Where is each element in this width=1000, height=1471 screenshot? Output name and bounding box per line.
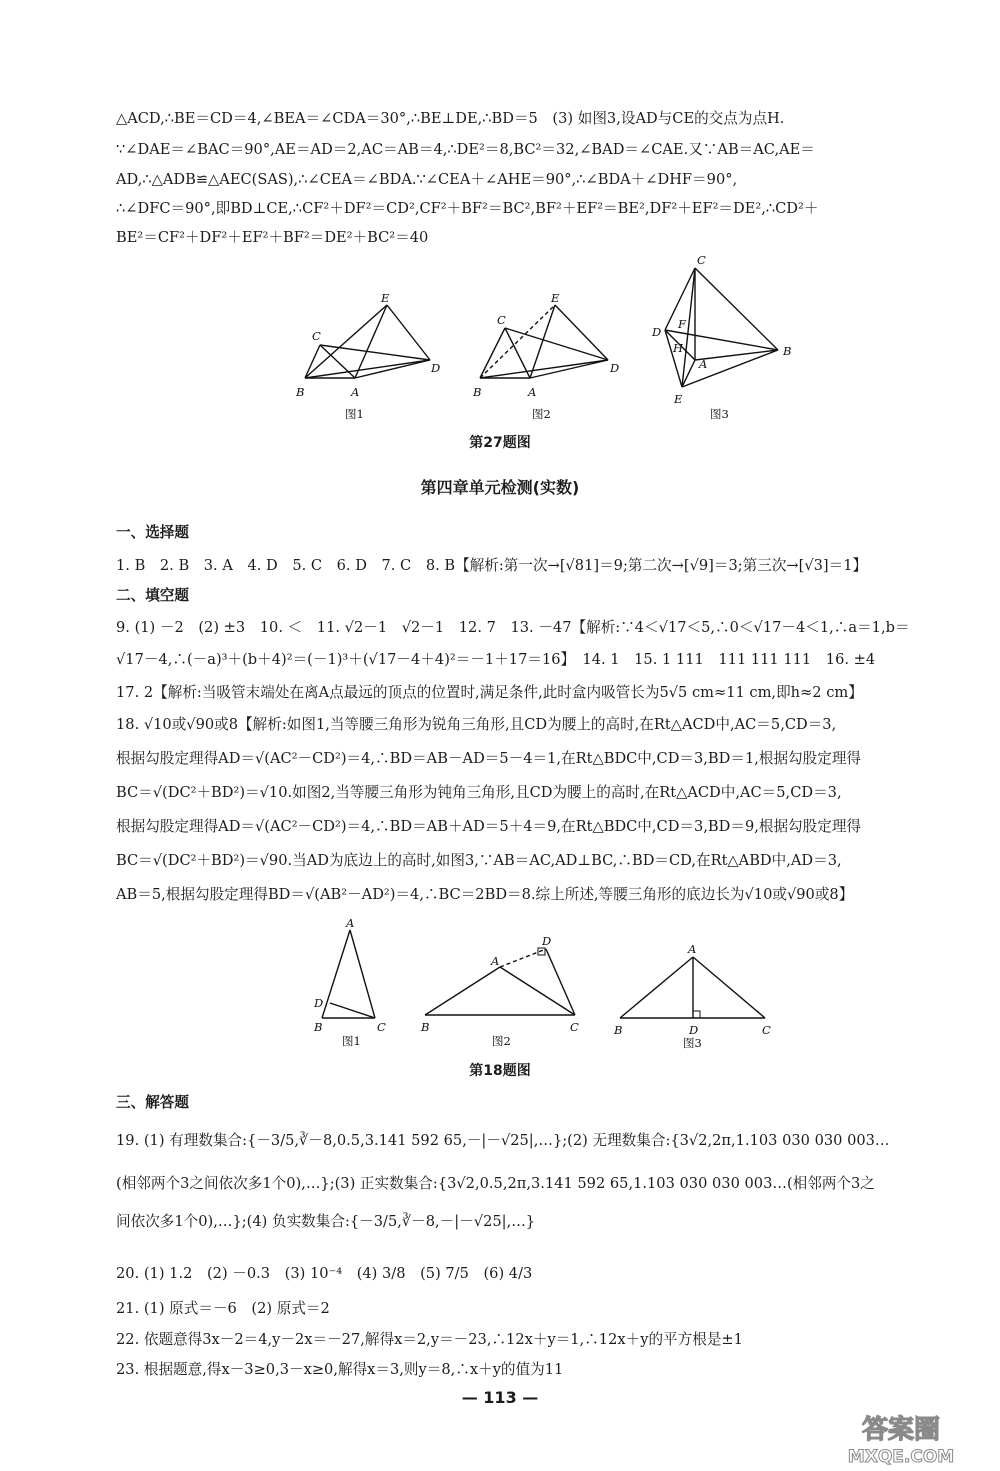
- q13-16-line: √17－4,∴(－a)³＋(b＋4)²＝(－1)³＋(√17－4＋4)²＝－1＋17＝16】 14. 1 15. 1 111 111 111 111 16. ±4: [116, 651, 876, 668]
- page-number: — 113 —: [461, 1388, 539, 1407]
- q27-f2-A: A: [528, 385, 537, 399]
- q27-f1-E: E: [381, 291, 390, 305]
- q18-line-6: AB＝5,根据勾股定理得BD＝√(AB²－AD²)＝4,∴BC＝2BD＝8.综上所述,等腰三角形的底边长为√10或√90或8】: [116, 886, 854, 903]
- q27-f1-B: B: [296, 385, 305, 399]
- q27-fig1-label: 图1: [345, 407, 364, 420]
- q18-f2-B: B: [421, 1020, 430, 1034]
- answer-line-4: ∴∠DFC＝90°,即BD⊥CE,∴CF²＋DF²＝CD²,CF²＋BF²＝BC²,BF²＋EF²＝BE²,DF²＋EF²＝DE²,∴CD²＋: [116, 200, 819, 217]
- q27-f3-B: B: [783, 344, 792, 358]
- q27-fig1: [305, 305, 430, 378]
- q23-line: 23. 根据题意,得x－3≥0,3－x≥0,解得x＝3,则y＝8,∴x＋y的值为11: [116, 1361, 564, 1378]
- q27-f3-A: A: [699, 357, 708, 371]
- q27-f3-H: H: [673, 341, 684, 355]
- answer-line-1: △ACD,∴BE＝CD＝4,∠BEA＝∠CDA＝30°,∴BE⊥DE,∴BD＝5 (3) 如图3,设AD与CE的交点为点H.: [116, 110, 785, 127]
- q27-fig3-label: 图3: [710, 407, 729, 420]
- q18-f1-A: A: [346, 916, 355, 930]
- q18-f2-A: A: [491, 954, 500, 968]
- q18-f3-A: A: [688, 942, 697, 956]
- q27-f3-E: E: [674, 392, 683, 406]
- section-1-title: 一、选择题: [116, 524, 189, 541]
- figure-q18: [300, 915, 800, 1059]
- q18-f3-B: B: [614, 1023, 623, 1037]
- q27-f1-C: C: [312, 329, 321, 343]
- q21-line: 21. (1) 原式＝－6 (2) 原式＝2: [116, 1300, 330, 1317]
- answer-line-3: AD,∴△ADB≌△AEC(SAS),∴∠CEA＝∠BDA.∵∠CEA＋∠AHE＝90°,∴∠BDA＋∠DHF＝90°,: [116, 171, 738, 188]
- q27-f1-D: D: [431, 361, 441, 375]
- q18-fig2: [425, 948, 575, 1015]
- figure-q18-caption: 第18题图: [469, 1063, 531, 1079]
- q19-line-2: (相邻两个3之间依次多1个0),…};(3) 正实数集合:{3√2,0.5,2π,3.141 592 65,1.103 030 030 003…(相邻两个3之: [116, 1175, 875, 1192]
- section-2-title: 二、填空题: [116, 587, 189, 604]
- q18-line-3: BC＝√(DC²＋BD²)＝√10.如图2,当等腰三角形为钝角三角形,且CD为腰上的高时,在Rt△ACD中,AC＝5,CD＝3,: [116, 784, 842, 801]
- section-1-line-1: 1. B 2. B 3. A 4. D 5. C 6. D 7. C 8. B【解析:第一次→[√81]＝9;第二次→[√9]＝3;第三次→[√3]＝1】: [116, 557, 868, 574]
- figure-q27: [290, 250, 810, 424]
- q18-fig3: [620, 957, 765, 1018]
- watermark-logo: [826, 1412, 976, 1466]
- watermark-url: MXQE.COM: [847, 1447, 955, 1466]
- watermark-text: 答案圈: [861, 1415, 941, 1445]
- q18-f1-B: B: [314, 1020, 323, 1034]
- q18-fig1-label: 图1: [342, 1034, 361, 1048]
- q18-fig1: [322, 930, 375, 1018]
- q27-f3-C: C: [697, 253, 706, 267]
- q18-fig3-label: 图3: [683, 1036, 702, 1050]
- q18-f3-C: C: [762, 1023, 771, 1037]
- q18-line-5: BC＝√(DC²＋BD²)＝√90.当AD为底边上的高时,如图3,∵AB＝AC,AD⊥BC,∴BD＝CD,在Rt△ABD中,AD＝3,: [116, 852, 842, 869]
- q27-f1-A: A: [351, 385, 360, 399]
- answer-line-5: BE²＝CF²＋DF²＋EF²＋BF²＝DE²＋BC²＝40: [116, 229, 429, 246]
- q22-line: 22. 依题意得3x－2＝4,y－2x＝－27,解得x＝2,y＝－23,∴12x＋y＝1,∴12x＋y的平方根是±1: [116, 1331, 743, 1348]
- q18-line-1: 18. √10或√90或8【解析:如图1,当等腰三角形为锐角三角形,且CD为腰上的高时,在Rt△ACD中,AC＝5,CD＝3,: [116, 716, 837, 733]
- q20-line: 20. (1) 1.2 (2) －0.3 (3) 10⁻⁴ (4) 3/8 (5) 7/5 (6) 4/3: [116, 1265, 533, 1282]
- figure-q27-caption: 第27题图: [469, 435, 531, 451]
- q18-f2-D: D: [542, 934, 552, 948]
- q18-f2-C: C: [570, 1020, 579, 1034]
- q18-line-2: 根据勾股定理得AD＝√(AC²－CD²)＝4,∴BD＝AB－AD＝5－4＝1,在Rt△BDC中,CD＝3,BD＝1,根据勾股定理得: [116, 750, 862, 767]
- q18-fig2-label: 图2: [492, 1034, 511, 1048]
- q18-line-4: 根据勾股定理得AD＝√(AC²－CD²)＝4,∴BD＝AB＋AD＝5＋4＝9,在Rt△BDC中,CD＝3,BD＝9,根据勾股定理得: [116, 818, 862, 835]
- q18-f3-D: D: [689, 1023, 699, 1037]
- chapter-title: 第四章单元检测(实数): [420, 478, 580, 497]
- q27-f3-D: D: [652, 325, 662, 339]
- q27-f2-E: E: [551, 291, 560, 305]
- q27-f2-C: C: [497, 313, 506, 327]
- q18-f1-D: D: [314, 996, 324, 1010]
- q27-f2-D: D: [610, 361, 620, 375]
- section-3-title: 三、解答题: [116, 1094, 189, 1111]
- q27-f2-B: B: [473, 385, 482, 399]
- q19-line-3: 间依次多1个0),…};(4) 负实数集合:{－3/5,∛－8,－|－√25|,…}: [116, 1213, 536, 1230]
- q18-f1-C: C: [377, 1020, 386, 1034]
- q17-line: 17. 2【解析:当吸管末端处在离A点最远的顶点的位置时,满足条件,此时盒内吸管长为5√5 cm≈11 cm,即h≈2 cm】: [116, 684, 863, 701]
- q27-fig2-label: 图2: [532, 407, 551, 420]
- q27-f3-F: F: [678, 317, 686, 331]
- answer-line-2: ∵∠DAE＝∠BAC＝90°,AE＝AD＝2,AC＝AB＝4,∴DE²＝8,BC²＝32,∠BAD＝∠CAE.又∵AB＝AC,AE＝: [116, 141, 815, 158]
- q19-line-1: 19. (1) 有理数集合:{－3/5,∛－8,0.5,3.141 592 65,－|－√25|,…};(2) 无理数集合:{3√2,2π,1.103 030 030 003…: [116, 1132, 890, 1149]
- q9-13-line: 9. (1) －2 (2) ±3 10. ＜ 11. √2－1 √2－1 12. 7 13. －47【解析:∵4＜√17＜5,∴0＜√17－4＜1,∴a＝1,b＝: [116, 619, 910, 636]
